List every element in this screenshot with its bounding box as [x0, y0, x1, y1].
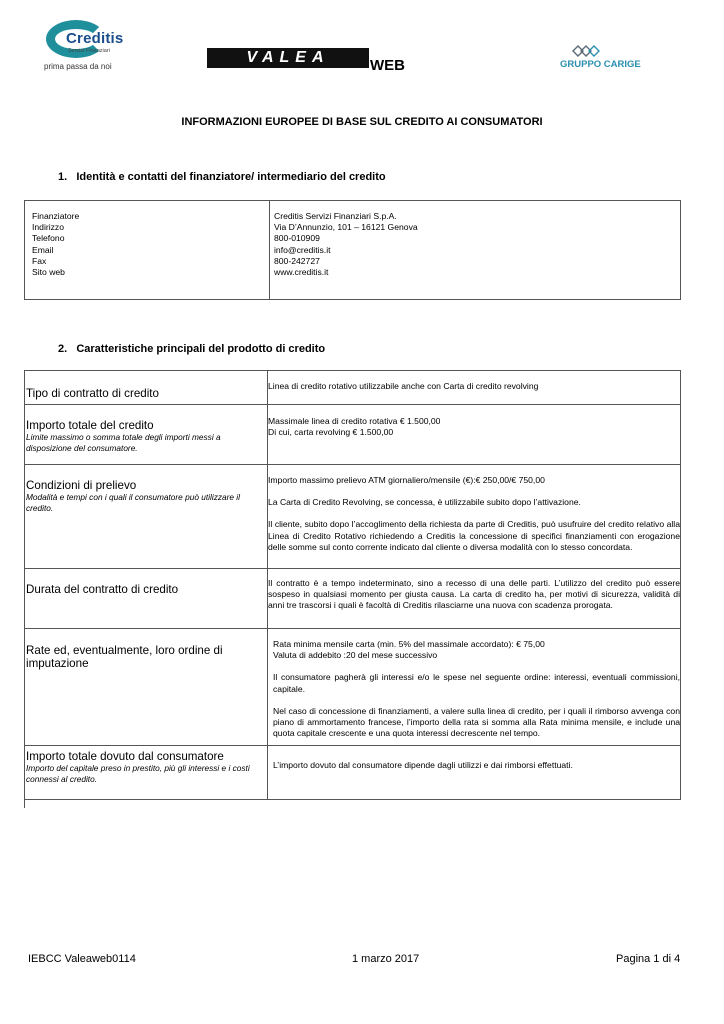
row-paragraph: Rata minima mensile carta (min. 5% del massimale accordato): € 75,00	[273, 639, 545, 649]
row-divider	[25, 464, 680, 465]
row-paragraph: L’importo dovuto dal consumatore dipende dagli utilizzi e dai rimborsi effettuati.	[273, 760, 573, 770]
label-fax: Fax	[32, 255, 47, 266]
row-paragraph: La Carta di Credito Revolving, se concessa, è utilizzabile subito dopo l’attivazione.	[268, 497, 581, 508]
section-1-title: 1. Identità e contatti del finanziatore/ intermediario del credito	[58, 171, 386, 183]
row-paragraph: Nel caso di concessione di finanziamenti, a valere sulla linea di credito, per i quali il rimborso avvenga con piano di ammortamento francese, l’importo della rata si somma alla Rata minima mensile, e include una quota capitale crescente e una quota interessi decrescente nel tempo.	[273, 705, 680, 739]
row-installments-value	[268, 639, 680, 739]
row-head: Durata del contratto di credito	[26, 583, 179, 596]
document-title: INFORMAZIONI EUROPEE DI BASE SUL CREDITO AI CONSUMATORI	[181, 116, 543, 128]
row-divider	[25, 745, 680, 746]
row-paragraph: Il cliente, subito dopo l’accoglimento della richiesta da parte di Creditis, può usufruire del credito relativo alla Linea di Credito Rotativo richiedendo a Creditis la concessione di specifici finanziamenti con erogazione delle somme sul conto corrente indicato dal cliente o diversa modalità con lo stesso concordata.	[268, 519, 680, 552]
row-duration-label	[26, 583, 264, 596]
carige-text: GRUPPO CARIGE	[560, 59, 641, 70]
value-finanziatore: Creditis Servizi Finanziari S.p.A.	[274, 211, 397, 221]
creditis-tagline: prima passa da noi	[44, 62, 112, 71]
lender-contacts-table	[24, 200, 681, 300]
row-paragraph: Linea di credito rotativo utilizzabile anche con Carta di credito revolving	[268, 381, 539, 391]
creditis-name: Creditis	[66, 30, 124, 47]
row-installments-label	[26, 644, 264, 670]
contact-values	[274, 211, 418, 278]
row-head: Importo totale del credito	[26, 419, 154, 432]
row-total-due-value	[268, 760, 680, 771]
row-paragraph: Valuta di addebito :20 del mese successivo	[273, 650, 438, 661]
row-divider	[25, 628, 680, 629]
row-paragraph: Importo massimo prelievo ATM giornaliero/mensile (€):€ 250,00/€ 750,00	[268, 475, 545, 485]
row-total-credit-value	[268, 416, 680, 438]
row-withdrawal-value	[268, 475, 680, 553]
row-subtitle: Limite massimo o somma totale degli importi messi a disposizione del consumatore.	[26, 432, 221, 453]
row-duration-value	[268, 578, 680, 612]
row-head: Importo totale dovuto dal consumatore	[26, 750, 224, 763]
value-fax: 800-242727	[274, 255, 320, 266]
row-head: Tipo di contratto di credito	[26, 387, 159, 400]
section-2-title: 2. Caratteristiche principali del prodotto di credito	[58, 343, 326, 355]
label-email: Email	[32, 244, 54, 255]
row-withdrawal-label	[26, 479, 264, 514]
creditis-logo	[40, 18, 130, 76]
row-contract-type-label	[26, 387, 264, 400]
row-contract-type-value	[268, 381, 680, 392]
valea-web-label: WEB	[370, 57, 405, 74]
row-paragraph: Il consumatore pagherà gli interessi e/o le spese nel seguente ordine: interessi, eventuali commissioni, capitale.	[273, 672, 680, 694]
table-continuation-line	[24, 800, 25, 808]
row-head: Condizioni di prelievo	[26, 479, 137, 492]
label-indirizzo: Indirizzo	[32, 222, 64, 233]
row-paragraph: Massimale linea di credito rotativa € 1.500,00	[268, 416, 441, 426]
value-email: info@creditis.it	[274, 244, 331, 255]
contact-labels	[32, 211, 79, 278]
footer-doc-code: IEBCC Valeaweb0114	[28, 953, 136, 965]
row-head: Rate ed, eventualmente, loro ordine di imputazione	[26, 644, 223, 670]
carige-diamonds-icon	[568, 44, 602, 58]
footer-date: 1 marzo 2017	[352, 953, 420, 965]
valea-logo: VALEA	[207, 48, 369, 68]
carige-logo	[560, 44, 670, 72]
label-finanziatore: Finanziatore	[32, 211, 80, 221]
value-telefono: 800-010909	[274, 233, 320, 244]
table-divider	[269, 201, 270, 299]
value-sito-web: www.creditis.it	[274, 267, 329, 278]
creditis-subtitle: Servizi Finanziari	[68, 48, 110, 54]
row-total-due-label	[26, 750, 264, 785]
row-divider	[25, 568, 680, 569]
row-subtitle: Importo del capitale preso in prestito, più gli interessi e i costi connessi al credito.	[26, 763, 250, 784]
row-divider	[25, 404, 680, 405]
row-paragraph: Di cui, carta revolving € 1.500,00	[268, 427, 394, 438]
row-total-credit-label	[26, 419, 264, 454]
label-telefono: Telefono	[32, 233, 65, 244]
row-subtitle: Modalità e tempi con i quali il consumatore può utilizzare il credito.	[26, 492, 240, 513]
footer-page-number: Pagina 1 di 4	[616, 953, 681, 965]
value-indirizzo: Via D’Annunzio, 101 – 16121 Genova	[274, 222, 418, 233]
product-characteristics-table	[24, 370, 681, 800]
label-sito-web: Sito web	[32, 267, 65, 278]
row-paragraph: Il contratto è a tempo indeterminato, sino a recesso di una delle parti. L’utilizzo del credito può essere sospeso in qualsiasi momento per giusta causa. La carta di credito ha, per motivi di sicurezza, validità di anni tre trascorsi i quali è facoltà di Creditis rilasciarne una nuova con scadenza prorogata.	[268, 578, 680, 611]
